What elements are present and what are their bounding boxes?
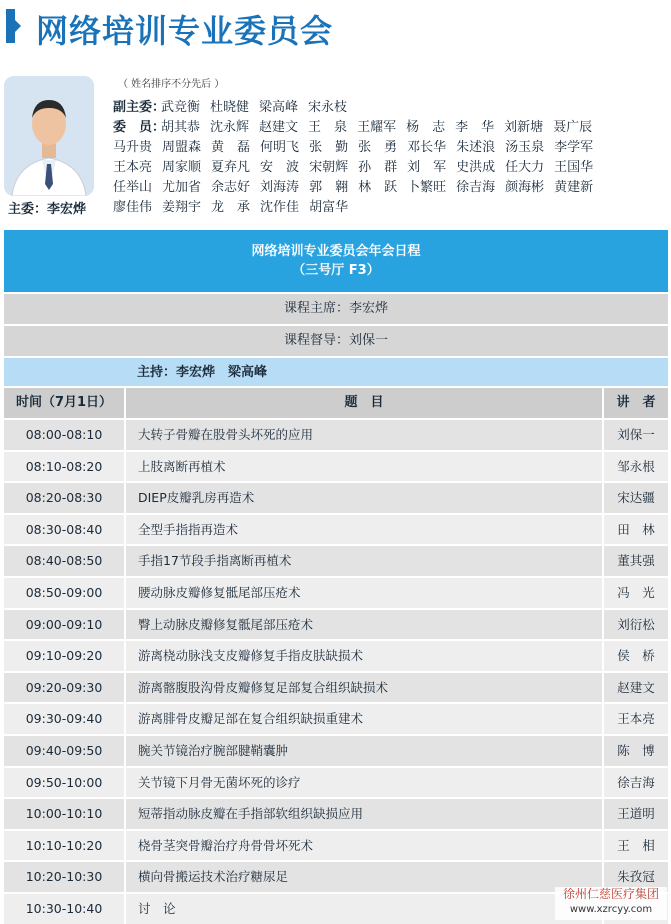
row-time: 08:00-08:10 [25,427,103,442]
row-topic: 讨 论 [124,894,604,924]
row-speaker: 王 相 [617,837,655,853]
member-row [113,156,603,175]
row-topic: 大转子骨瓣在股骨头坏死的应用 [124,420,604,450]
member-name: 王本亮 [113,160,153,175]
row-time: 08:30-08:40 [25,521,103,537]
row-time: 10:30-10:40 [25,900,103,916]
vice-chair-label: 副主委： [113,100,166,115]
member-name: 王国华 [554,160,594,175]
member-row [113,176,603,195]
row-topic: 手指17节段手指离断再植术 [124,546,604,576]
member-row [113,136,603,155]
table-row [4,639,668,671]
row-speaker: 赵建文 [617,679,655,695]
member-name: 何明飞 [260,140,300,155]
member-name: 黄 磊 [211,140,251,155]
row-time: 09:50-10:00 [25,774,103,790]
row-time: 08:20-08:30 [25,490,103,506]
row-time: 09:00-09:10 [25,616,103,632]
schedule-header [4,230,668,292]
member-name: 姜翔宇 [162,200,202,215]
order-note: （ 姓名排序不分先后 ） [118,79,225,90]
member-name: 张 勤 [309,140,349,155]
member-name: 任大力 [505,160,545,175]
table-row [4,734,668,766]
row-topic: 腕关节镜治疗腕部腱鞘囊肿 [124,736,604,766]
page-header [0,0,671,52]
row-time: 09:30-09:40 [25,711,103,727]
table-row [4,513,668,545]
member-name: 刘海涛 [260,180,300,195]
member-name: 徐吉海 [456,180,496,195]
row-speaker: 冯 光 [617,584,655,600]
member-row [113,196,358,215]
col-speaker-header: 讲 者 [616,395,656,410]
row-topic: 横向骨搬运技术治疗糖尿足 [124,862,604,892]
member-name: 胡富华 [309,200,349,215]
member-name: 卜繁旺 [407,180,447,195]
header-accent-bar [6,9,15,43]
row-speaker: 田 林 [617,521,655,537]
member-name: 史洪成 [456,160,496,175]
member-name: 沈作佳 [260,200,300,215]
member-name: 朱述浪 [456,140,496,155]
schedule-title: 网络培训专业委员会年会日程 [251,244,421,259]
table-row [4,702,668,734]
member-name: 周家顺 [162,160,202,175]
row-time: 10:00-10:10 [25,806,103,822]
member-row [113,116,602,135]
member-name: 聂广辰 [553,120,593,135]
member-name: 廖佳伟 [113,200,153,215]
watermark-url: www.xzrcyy.com [569,904,653,915]
member-name: 郭 翱 [309,180,349,195]
table-row [4,544,668,576]
column-headers [4,386,668,418]
table-row [4,671,668,703]
row-time: 08:10-08:20 [25,458,103,474]
member-name: 李 华 [455,120,495,135]
row-time: 09:10-09:20 [25,648,103,664]
table-row [4,418,668,450]
col-topic-header: 题 目 [124,388,604,418]
page-title: 网络培训专业委员会 [36,12,334,50]
member-name: 张 勇 [358,140,398,155]
member-name: 颜海彬 [505,180,545,195]
row-topic: 游离髂腹股沟骨皮瓣修复足部复合组织缺损术 [124,673,604,703]
member-name: 王 泉 [308,120,348,135]
member-name: 龙 承 [211,200,251,215]
vice-chair-name: 宋永枝 [308,100,348,115]
col-time-header: 时间（7月1日） [15,395,113,410]
member-name: 孙 群 [358,160,398,175]
schedule-table [4,230,668,924]
table-row [4,766,668,798]
row-speaker: 邹永根 [617,458,655,474]
session-hosts: 主持：李宏烨 梁高峰 [4,356,668,386]
row-topic: 臀上动脉皮瓣修复骶尾部压疮术 [124,610,604,640]
member-name: 刘新塘 [504,120,544,135]
table-row [4,576,668,608]
member-name: 王耀军 [357,120,397,135]
member-label: 委 员： [113,120,166,135]
row-speaker: 朱孜冠 [617,869,655,885]
watermark [555,887,667,920]
table-row [4,608,668,640]
vice-chair-name: 杜晓健 [210,100,250,115]
row-topic: 关节镜下月骨无菌坏死的诊疗 [124,768,604,798]
row-topic: 短蒂指动脉皮瓣在手指部软组织缺损应用 [124,799,604,829]
member-name: 马升贵 [113,140,153,155]
chair-photo [4,76,94,196]
row-speaker: 王道明 [617,806,655,822]
row-speaker: 侯 桥 [617,648,655,664]
row-topic: DIEP皮瓣乳房再造术 [124,483,604,513]
member-name: 邓长华 [407,140,447,155]
row-topic: 全型手指指再造术 [124,515,604,545]
member-name: 沈永辉 [210,120,250,135]
chair-label: 主委：李宏烨 [8,202,87,217]
member-name: 宋朝辉 [309,160,349,175]
vice-chair-row [113,96,357,115]
row-speaker: 宋达疆 [617,490,655,506]
row-time: 08:50-09:00 [25,584,103,600]
row-speaker: 刘衍松 [617,616,655,632]
row-time: 09:20-09:30 [25,679,103,695]
member-name: 赵建文 [259,120,299,135]
row-speaker: 王本亮 [617,711,655,727]
row-topic: 桡骨茎突骨瓣治疗舟骨骨坏死术 [124,831,604,861]
vice-chair-name: 梁高峰 [259,100,299,115]
member-name: 夏弃凡 [211,160,251,175]
member-name: 周盟森 [162,140,202,155]
row-speaker: 刘保一 [617,427,655,442]
row-topic: 腰动脉皮瓣修复骶尾部压疮术 [124,578,604,608]
row-topic: 上肢离断再植术 [124,452,604,482]
course-chair: 课程主席：李宏烨 [4,292,668,324]
member-name: 安 波 [260,160,300,175]
table-row [4,797,668,829]
row-speaker: 陈 博 [617,742,655,758]
member-name: 黄建新 [554,180,594,195]
member-name: 李学军 [554,140,594,155]
schedule-hall: （三号厅 F3） [292,263,380,278]
table-row [4,450,668,482]
member-name: 任举山 [113,180,153,195]
committee-section [0,70,671,220]
row-time: 08:40-08:50 [25,553,103,569]
row-speaker: 徐吉海 [617,774,655,790]
table-row [4,829,668,861]
member-name: 汤玉泉 [505,140,545,155]
course-supervisor: 课程督导：刘保一 [4,324,668,356]
vice-chair-name: 武竞衡 [161,100,201,115]
member-name: 余志好 [211,180,251,195]
row-time: 09:40-09:50 [25,742,103,758]
watermark-name: 徐州仁慈医疗集团 [562,887,659,901]
member-name: 刘 军 [407,160,447,175]
row-topic: 游离腓骨皮瓣足部在复合组织缺损重建术 [124,704,604,734]
table-row [4,481,668,513]
row-time: 10:20-10:30 [25,869,103,885]
row-topic: 游离桡动脉浅支皮瓣修复手指皮肤缺损术 [124,641,604,671]
schedule-rows [4,418,668,924]
member-name: 胡其恭 [161,120,201,135]
row-speaker: 董其强 [617,553,655,569]
portrait-image [4,76,94,196]
member-name: 林 跃 [358,180,398,195]
member-name: 杨 志 [406,120,446,135]
row-time: 10:10-10:20 [25,837,103,853]
member-name: 尤加省 [162,180,202,195]
